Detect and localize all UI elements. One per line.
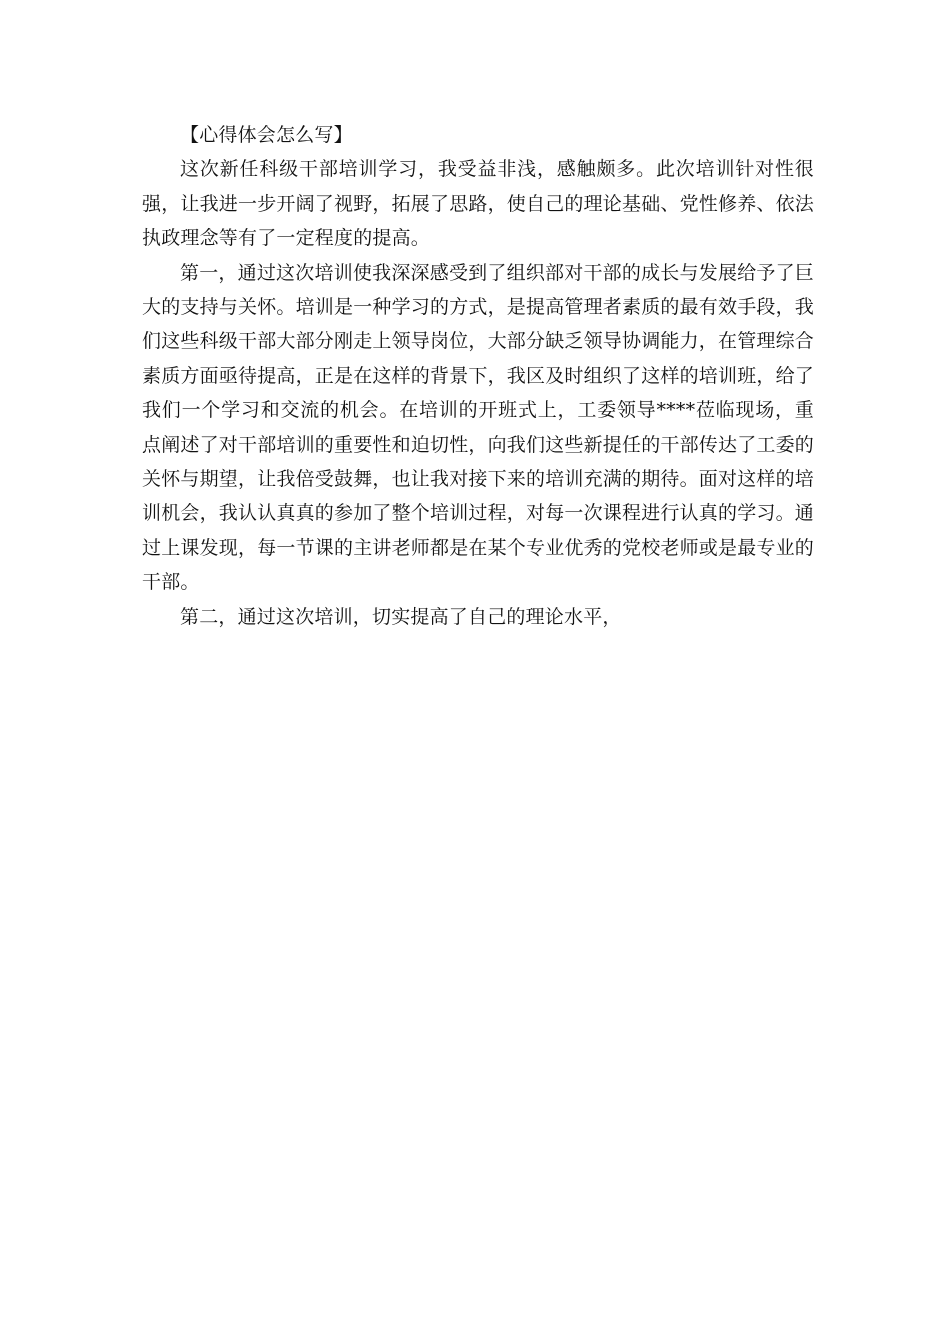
paragraph-first-point: 第一，通过这次培训使我深深感受到了组织部对干部的成长与发展给予了巨大的支持与关怀。培训是一种学习的方式，是提高管理者素质的最有效手段，我们这些科级干部大部分刚走上领导岗位，大部分缺乏领导协调能力，在管理综合素质方面亟待提高，正是在这样的背景下，我区及时组织了这样的培训班，给了我们一个学习和交流的机会。在培训的开班式上，工委领导****莅临现场，重点阐述了对干部培训的重要性和迫切性，向我们这些新提任的干部传达了工委的关怀与期望，让我倍受鼓舞，也让我对接下来的培训充满的期待。面对这样的培训机会，我认认真真的参加了整个培训过程，对每一次课程进行认真的学习。通过上课发现，每一节课的主讲老师都是在某个专业优秀的党校老师或是最专业的干部。 — [142, 261, 815, 594]
document-heading: 【心得体会怎么写】 — [180, 124, 353, 146]
paragraph-second-point: 第二，通过这次培训，切实提高了自己的理论水平， — [180, 605, 622, 628]
document-body — [142, 118, 814, 634]
paragraph-intro: 这次新任科级干部培训学习，我受益非浅，感触颇多。此次培训针对性很强，让我进一步开阔了视野，拓展了思路，使自己的理论基础、党性修养、依法执政理念等有了一定程度的提高。 — [142, 158, 815, 250]
